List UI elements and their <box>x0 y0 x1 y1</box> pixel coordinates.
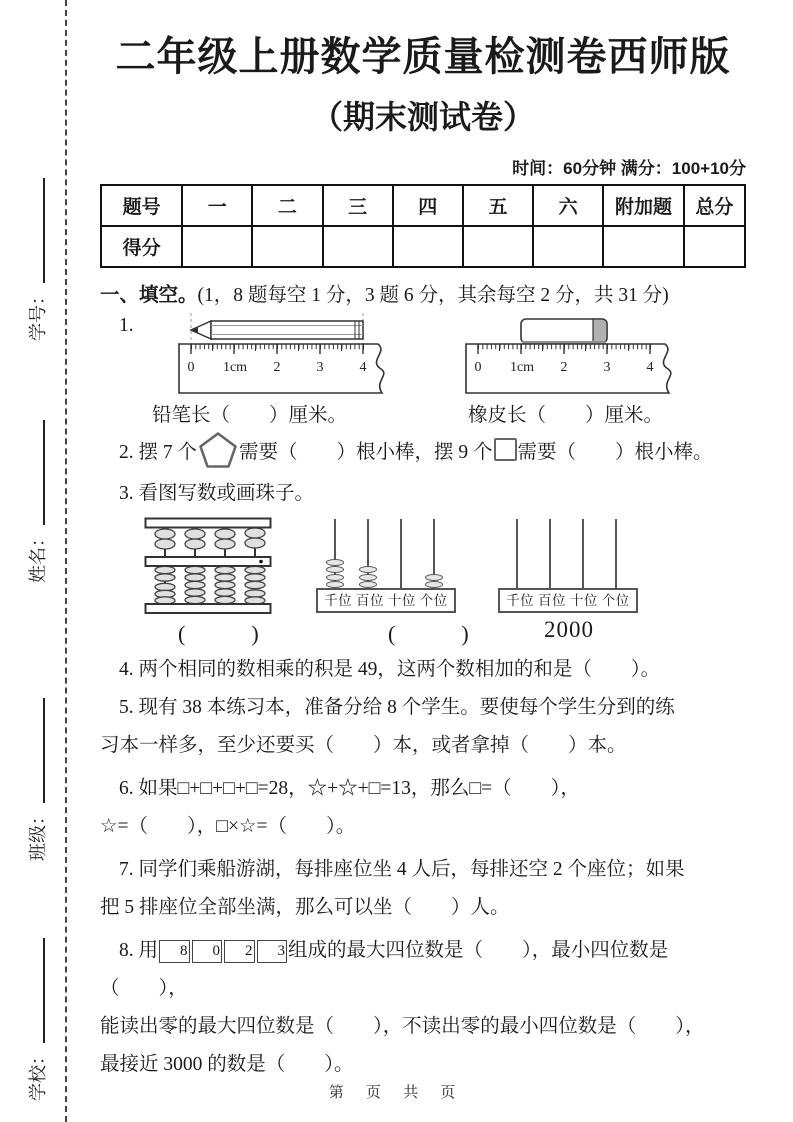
counter-rod <box>359 519 377 588</box>
score-cell <box>533 226 603 267</box>
question-2-part3: 需要（ ）根小棒。 <box>517 442 713 463</box>
counter-rod <box>326 519 344 588</box>
class-blank-line <box>30 698 45 803</box>
question-1-captions <box>100 395 746 431</box>
question-3-figures <box>100 515 746 651</box>
score-row-label: 得分 <box>101 226 182 267</box>
counter-rod <box>607 519 625 588</box>
question-4: 4. 两个相同的数相乘的积是 49，这两个数相加的和是（ ）。 <box>119 659 661 680</box>
section-one-title: 一、填空。 <box>100 285 198 306</box>
header-cell-1: 一 <box>182 185 252 226</box>
ruler-tick-label: 2 <box>560 360 568 375</box>
digit-box: 8 <box>159 940 190 963</box>
section-one-note: (1，8 题每空 1 分，3 题 6 分，其余每空 2 分，共 31 分) <box>197 285 669 306</box>
school-label: 学校： <box>28 1047 48 1101</box>
class-label: 班级： <box>28 807 48 861</box>
pencil-length-caption: 铅笔长（ ）厘米。 <box>152 405 348 426</box>
question-1-number: 1. <box>119 315 134 336</box>
pentagon-icon <box>198 431 238 469</box>
question-8-line3: 最接近 3000 的数是（ ）。 <box>100 1054 354 1075</box>
pencil-ruler-figure <box>175 311 405 395</box>
ruler-tick-label: 4 <box>359 360 367 375</box>
section-one-heading <box>100 279 746 307</box>
question-8-part2: 组成的最大四位数是（ ），最小四位数是（ ）， <box>100 940 669 999</box>
header-cell-6: 六 <box>533 185 603 226</box>
place-value-counter-figure <box>316 519 456 613</box>
question-5-line2: 习本一样多，至少还要买（ ）本，或者拿掉（ ）本。 <box>100 735 627 756</box>
score-cell <box>252 226 322 267</box>
ruler-tick-label: 1cm <box>222 360 248 375</box>
ruler-body <box>179 344 384 393</box>
digit-box: 3 <box>257 940 288 963</box>
student-id-label: 学号： <box>28 287 48 341</box>
seal-label-name <box>24 383 50 583</box>
counter-answer-blank: ( ) <box>388 621 469 646</box>
question-3: 3. 看图写数或画珠子。 <box>119 483 315 504</box>
score-cell <box>684 226 745 267</box>
ruler-tick-label: 3 <box>603 360 611 375</box>
place-value-counter-empty-figure <box>498 519 638 613</box>
ruler-tick-label: 2 <box>273 360 281 375</box>
counter-rod <box>425 519 443 588</box>
ruler-tick-label: 1cm <box>509 360 535 375</box>
ruler-tick-label: 3 <box>316 360 324 375</box>
question-8-line1 <box>100 932 746 1008</box>
question-2-part1: 2. 摆 7 个 <box>119 442 198 463</box>
counter-bead <box>326 559 344 566</box>
question-2 <box>100 431 746 475</box>
counter-bead <box>359 574 377 581</box>
counter-bead <box>425 574 443 581</box>
counter-rod <box>392 519 410 588</box>
counter-bead <box>425 581 443 588</box>
ruler-tick-label: 0 <box>474 360 482 375</box>
question-7-line2: 把 5 排座位全部坐满，那么可以坐（ ）人。 <box>100 897 510 918</box>
header-cell-2: 二 <box>252 185 322 226</box>
student-id-blank-line <box>30 178 45 283</box>
score-cell <box>393 226 463 267</box>
counter-rod <box>574 519 592 588</box>
counter-bead <box>326 581 344 588</box>
question-6-line1: 6. 如果□+□+□+□=28，☆+☆+□=13，那么□=（ ）， <box>119 778 580 799</box>
place-value-labels: 千位 百位 十位 个位 <box>316 588 456 613</box>
pencil-body <box>211 321 363 339</box>
question-7-line1: 7. 同学们乘船游湖，每排座位坐 4 人后，每排还空 2 个座位；如果 <box>119 859 685 880</box>
counter-bead <box>359 581 377 588</box>
name-label: 姓名： <box>28 529 48 583</box>
abacus-figure <box>144 517 272 615</box>
abacus-answer-blank: ( ) <box>178 621 259 646</box>
question-6-line2: ☆=（ ），□×☆=（ ）。 <box>100 816 356 837</box>
place-value-labels: 千位 百位 十位 个位 <box>498 588 638 613</box>
digit-box: 0 <box>192 940 223 963</box>
header-cell-extra: 附加题 <box>603 185 684 226</box>
score-cell <box>323 226 393 267</box>
question-1-figures <box>100 311 746 395</box>
eraser-ruler-figure <box>462 311 692 395</box>
score-cell <box>182 226 252 267</box>
score-cell <box>603 226 684 267</box>
question-8-line2: 能读出零的最大四位数是（ ），不读出零的最小四位数是（ ）， <box>100 1016 705 1037</box>
header-cell-total: 总分 <box>684 185 745 226</box>
score-cell <box>463 226 533 267</box>
score-table-score-row <box>101 226 745 267</box>
header-cell-4: 四 <box>393 185 463 226</box>
score-table-header-row <box>101 185 745 226</box>
counter-bead <box>359 566 377 573</box>
counter-bead <box>326 574 344 581</box>
counter-rod <box>508 519 526 588</box>
school-blank-line <box>30 938 45 1043</box>
page-footer: 第 页 共 页 <box>328 1084 465 1101</box>
time-score-info: 时间：60分钟 满分：100+10分 <box>512 159 746 178</box>
counter2-value: 2000 <box>544 617 594 642</box>
seal-line-strip <box>0 0 67 1122</box>
seal-label-class <box>24 661 50 861</box>
seal-label-student-id <box>24 141 50 341</box>
score-table <box>100 184 746 268</box>
counter-bead <box>326 566 344 573</box>
ruler-tick-label: 0 <box>187 360 195 375</box>
ruler-tick-label: 4 <box>646 360 654 375</box>
square-icon <box>494 438 517 461</box>
question-2-part2: 需要（ ）根小棒，摆 9 个 <box>239 442 493 463</box>
seal-label-school <box>24 901 50 1101</box>
question-5-line1: 5. 现有 38 本练习本，准备分给 8 个学生。要使每个学生分到的练 <box>119 697 675 718</box>
header-cell-3: 三 <box>323 185 393 226</box>
eraser-length-caption: 橡皮长（ ）厘米。 <box>468 405 664 426</box>
question-8-part1: 8. 用 <box>119 940 159 961</box>
header-cell-5: 五 <box>463 185 533 226</box>
page-subtitle: （期末测试卷） <box>310 99 535 135</box>
ruler-body <box>466 344 671 393</box>
header-cell-qnum: 题号 <box>101 185 182 226</box>
page-title: 二年级上册数学质量检测卷西师版 <box>115 35 731 79</box>
counter-rod <box>541 519 559 588</box>
name-blank-line <box>30 420 45 525</box>
digit-box: 2 <box>224 940 255 963</box>
